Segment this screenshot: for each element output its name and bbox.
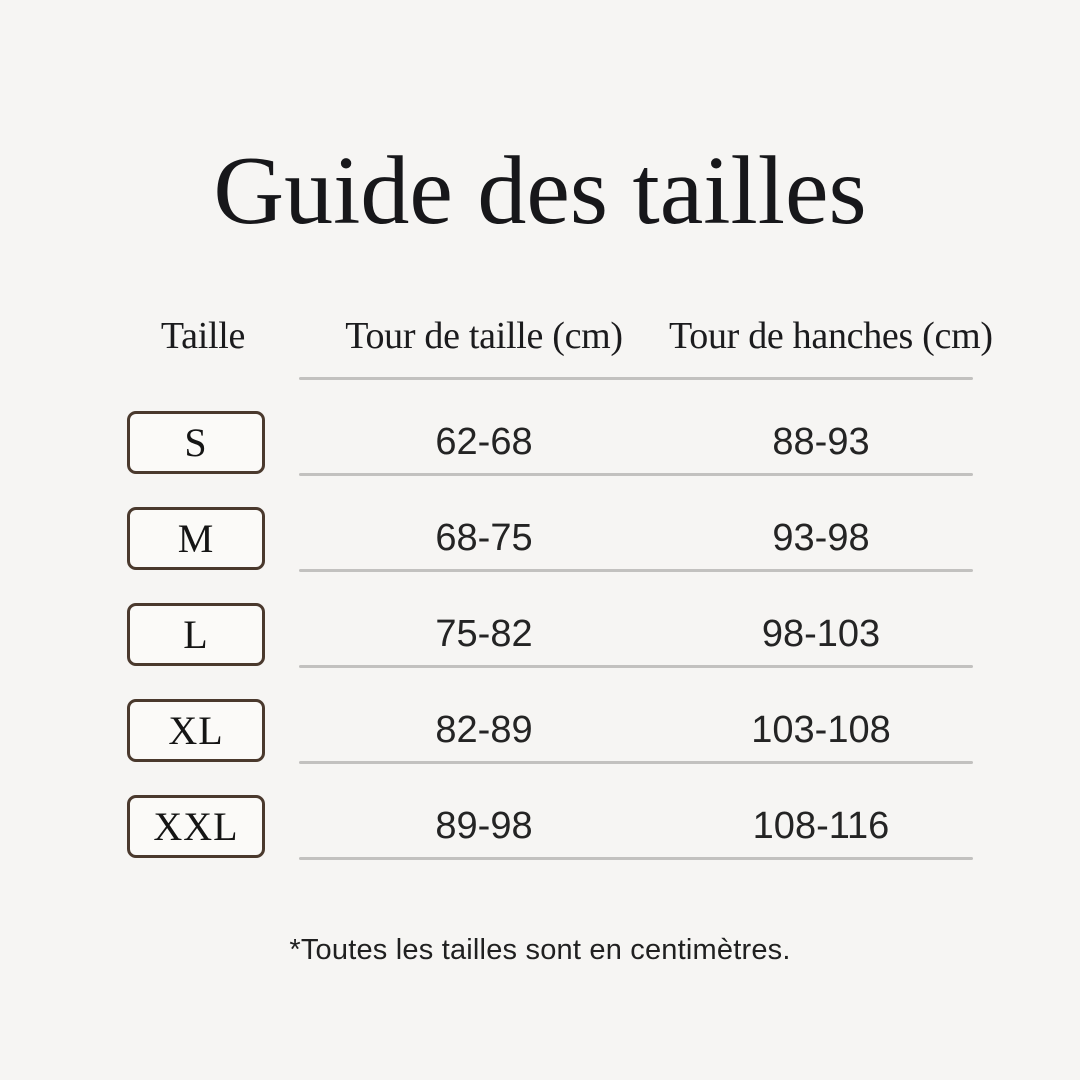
column-header-size: Taille (160, 315, 246, 357)
hips-value: 93-98 (772, 516, 870, 559)
size-badge-xl: XL (127, 699, 265, 762)
page-title: Guide des tailles (213, 137, 867, 245)
size-table (107, 308, 993, 860)
hips-value: 103-108 (751, 708, 891, 751)
waist-value: 82-89 (435, 708, 533, 751)
footnote: *Toutes les tailles sont en centimètres. (289, 934, 791, 966)
hips-value: 108-116 (752, 804, 890, 847)
waist-value: 68-75 (435, 516, 533, 559)
size-badge-l: L (127, 603, 265, 666)
hips-value: 88-93 (772, 420, 870, 463)
size-badge-xxl: XXL (127, 795, 265, 858)
table-row-xxl (107, 764, 973, 860)
table-header-row (107, 308, 993, 380)
waist-value: 75-82 (435, 612, 533, 655)
table-row-s (107, 380, 973, 476)
table-row-m (107, 476, 973, 572)
table-row-l (107, 572, 973, 668)
row-divider-line (299, 857, 973, 860)
column-header-hips: Tour de hanches (cm) (669, 315, 993, 357)
hips-value: 98-103 (761, 612, 881, 655)
waist-value: 62-68 (435, 420, 533, 463)
waist-value: 89-98 (435, 804, 533, 847)
column-header-waist: Tour de taille (cm) (345, 315, 623, 357)
size-cell (107, 778, 299, 874)
size-badge-m: M (127, 507, 265, 570)
table-row-xl (107, 668, 973, 764)
size-badge-s: S (127, 411, 265, 474)
